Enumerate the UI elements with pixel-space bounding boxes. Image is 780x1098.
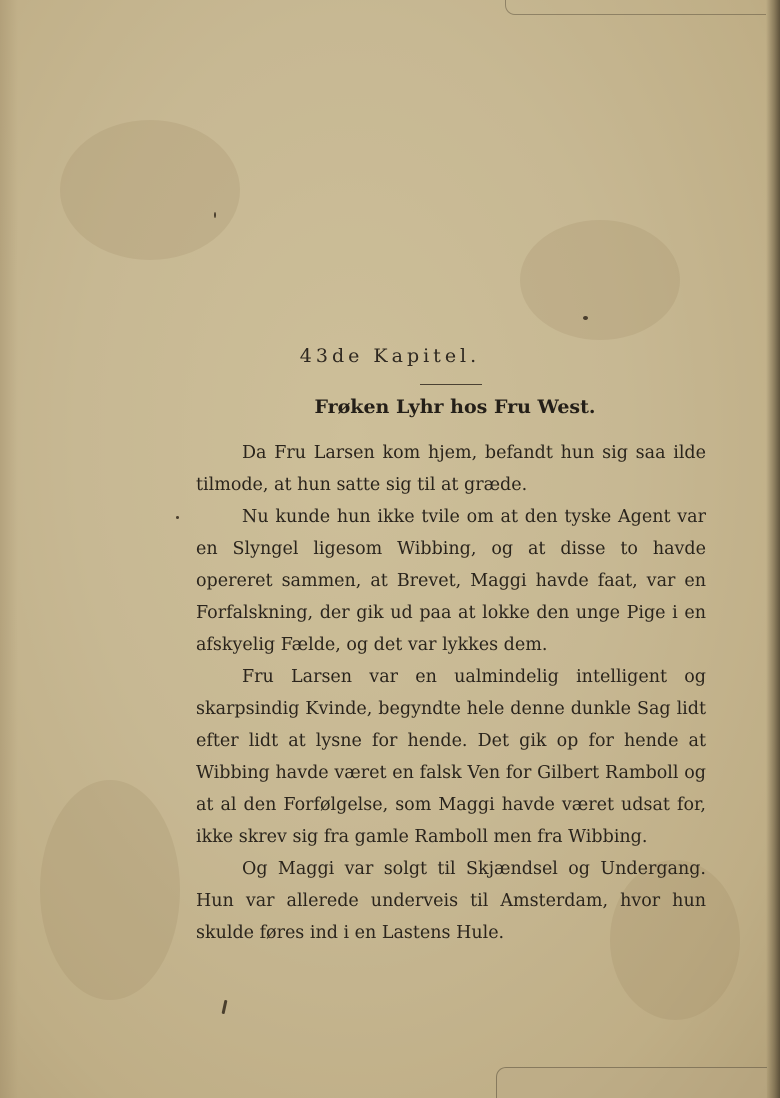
paper-speck [214, 212, 216, 218]
paper-stain [520, 220, 680, 340]
paper-stain [40, 780, 180, 1000]
page-left-shadow [0, 0, 18, 1098]
page-bottom-tear [496, 1067, 767, 1098]
paragraph: Da Fru Larsen kom hjem, befandt hun sig saa ilde tilmode, at hun satte sig til at græde. [196, 443, 706, 495]
paper-stain [60, 120, 240, 260]
chapter-title: Frøken Lyhr hos Fru West. [314, 396, 596, 418]
paper-speck [222, 1000, 228, 1014]
chapter-number: 43de Kapitel. [299, 345, 481, 367]
page-top-tear [505, 0, 766, 15]
page-right-edge [766, 0, 780, 1098]
chapter-divider [420, 384, 482, 385]
paper-speck [583, 316, 588, 320]
chapter-body [196, 437, 706, 949]
paper-speck [176, 516, 179, 519]
paragraph: Og Maggi var solgt til Skjændsel og Undergang. Hun var allerede underveis til Amsterdam, hvor hun skulde føres ind i en Lastens Hule. [196, 859, 706, 943]
paragraph: Fru Larsen var en ualmindelig intelligent og skarpsindig Kvinde, begyndte hele denne dunkle Sag lidt efter lidt at lysne for hende. Det gik op for hende at Wibbing havde været en falsk Ven for Gilbert Ramboll og at al den Forfølgelse, som Maggi havde været udsat for, ikke skrev sig fra gamle Ramboll men fra Wibbing. [196, 667, 706, 847]
paragraph: Nu kunde hun ikke tvile om at den tyske Agent var en Slyngel ligesom Wibbing, og at disse to havde opereret sammen, at Brevet, Maggi havde faat, var en Forfalskning, der gik ud paa at lokke den unge Pige i en afskyelig Fælde, og det var lykkes dem. [196, 507, 706, 655]
